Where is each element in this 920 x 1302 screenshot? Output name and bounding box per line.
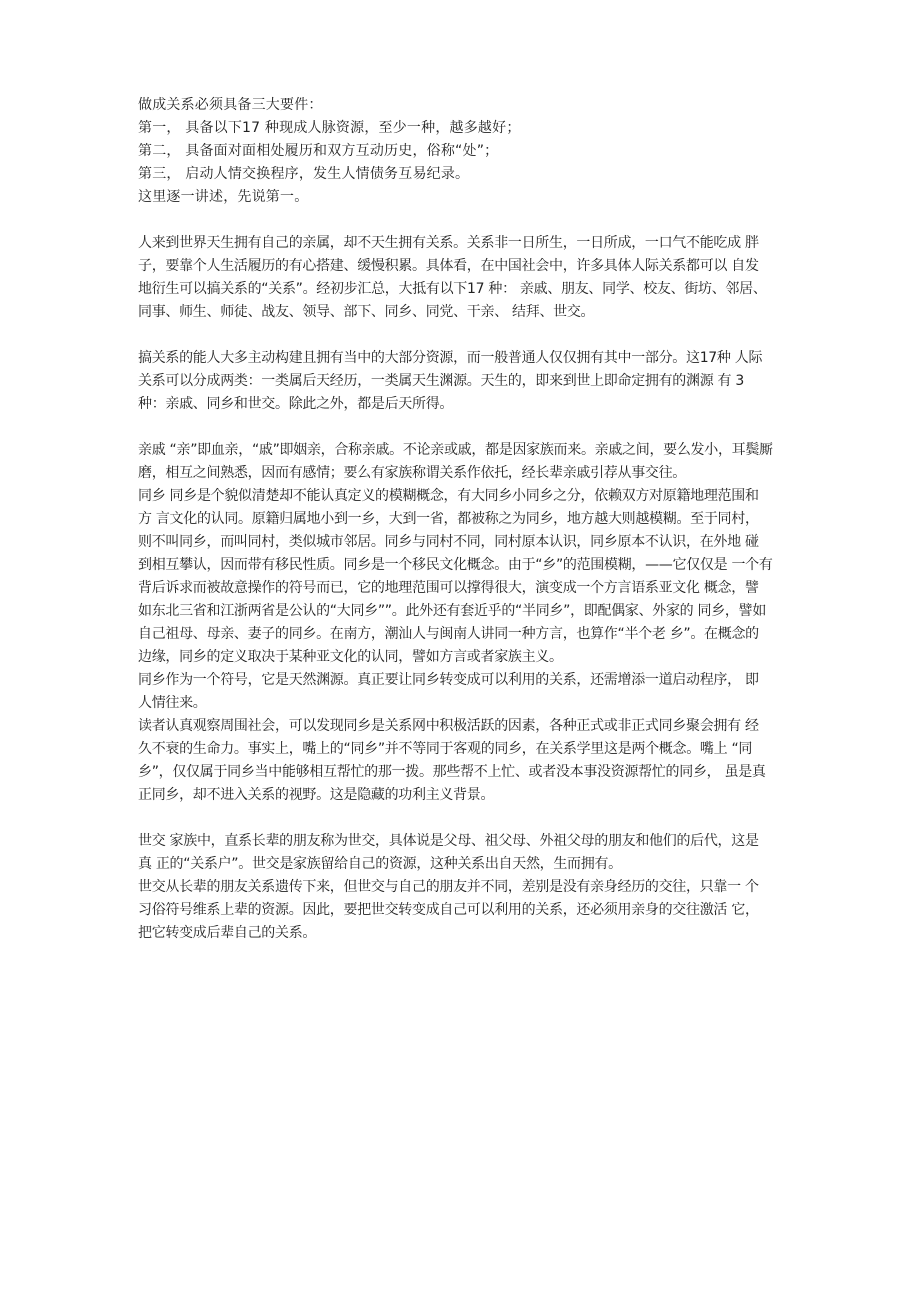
intro-heading: 做成关系必须具备三大要件： bbox=[138, 97, 323, 113]
intro-closing: 这里逐一讲述，先说第一。 bbox=[138, 189, 309, 205]
paragraph-line: 真 正的“关系户”。世交是家族留给自己的资源，这种关系出自天然，生而拥有。 bbox=[138, 856, 622, 872]
paragraph-gap bbox=[138, 209, 798, 232]
paragraph-line: 到相互攀认，因而带有移民性质。同乡是一个移民文化概念。由于“乡”的范围模糊，——它仅仅是 一个有 bbox=[138, 557, 773, 573]
paragraph-gap bbox=[138, 324, 798, 347]
paragraph-line: 子，要靠个人生活履历的有心搭建、缓慢积累。具体看，在中国社会中，许多具体人际关系都可以 自发 bbox=[138, 258, 759, 274]
paragraph-line: 背后诉求而被故意操作的符号而已，它的地理范围可以撑得很大，演变成一个方言语系亚文化 概念，譬 bbox=[138, 580, 759, 596]
paragraph-gap bbox=[138, 807, 798, 830]
paragraph-line: 亲戚 “亲”即血亲，“戚”即姻亲，合称亲戚。不论亲或戚，都是因家族而来。亲戚之间，要么发小，耳鬓厮 bbox=[138, 442, 773, 458]
requirement-2: 第二， 具备面对面相处履历和双方互动历史，俗称“处”； bbox=[138, 143, 499, 159]
paragraph-line: 读者认真观察周围社会，可以发现同乡是关系网中积极活跃的因素，各种正式或非正式同乡聚会拥有 经 bbox=[138, 718, 759, 734]
paragraph-line: 种：亲戚、同乡和世交。除此之外，都是后天所得。 bbox=[138, 396, 454, 412]
requirement-3: 第三， 启动人情交换程序，发生人情债务互易纪录。 bbox=[138, 166, 470, 182]
paragraph-line: 世交 家族中，直系长辈的朋友称为世交，具体说是父母、祖父母、外祖父母的朋友和他们的后代，这是 bbox=[138, 833, 759, 849]
paragraph-line: 同乡 同乡是个貌似清楚却不能认真定义的模糊概念，有大同乡小同乡之分，依赖双方对原籍地理范围和 bbox=[138, 488, 759, 504]
paragraph-gap bbox=[138, 416, 798, 439]
paragraph-line: 如东北三省和江浙两省是公认的“大同乡””。此外还有套近乎的“半同乡”，即配偶家、外家的 同乡，譬如 bbox=[138, 603, 767, 619]
paragraph-line: 习俗符号维系上辈的资源。因此，要把世交转变成自己可以利用的关系，还必须用亲身的交往激活 它， bbox=[138, 902, 759, 918]
paragraph-line: 边缘，同乡的定义取决于某种亚文化的认同，譬如方言或者家族主义。 bbox=[138, 649, 563, 665]
paragraph-line: 地衍生可以搞关系的“关系”。经初步汇总，大抵有以下17 种： 亲戚、朋友、同学、校友、街坊、邻居、 bbox=[138, 281, 767, 297]
paragraph-line: 久不衰的生命力。事实上，嘴上的“同乡”并不等同于客观的同乡，在关系学里这是两个概念。嘴上 “同 bbox=[138, 741, 753, 757]
paragraph-line: 方 言文化的认同。原籍归属地小到一乡，大到一省，都被称之为同乡，地方越大则越模糊。至于同村， bbox=[138, 511, 759, 527]
requirement-1: 第一， 具备以下17 种现成人脉资源，至少一种，越多越好； bbox=[138, 120, 521, 136]
paragraph-line: 关系可以分成两类：一类属后天经历，一类属天生渊源。天生的，即来到世上即命定拥有的渊源 有 3 bbox=[138, 373, 745, 389]
paragraph-line: 同事、师生、师徒、战友、领导、部下、同乡、同党、干亲、 结拜、世交。 bbox=[138, 304, 595, 320]
paragraph-line: 人情往来。 bbox=[138, 695, 207, 711]
paragraph-line: 自己祖母、母亲、妻子的同乡。在南方，潮汕人与闽南人讲同一种方言，也算作“半个老 乡”。在概念的 bbox=[138, 626, 759, 642]
paragraph-line: 搞关系的能人大多主动构建且拥有当中的大部分资源，而一般普通人仅仅拥有其中一部分。这17种 人际 bbox=[138, 350, 763, 366]
paragraph-line: 磨，相互之间熟悉，因而有感情；要么有家族称谓关系作依托，经长辈亲戚引荐从事交往。 bbox=[138, 465, 686, 481]
paragraph-line: 正同乡，却不进入关系的视野。这是隐藏的功利主义背景。 bbox=[138, 787, 495, 803]
paragraph-line: 乡”，仅仅属于同乡当中能够相互帮忙的那一拨。那些帮不上忙、或者没本事没资源帮忙的同乡， 虽是真 bbox=[138, 764, 766, 780]
paragraph-line: 人来到世界天生拥有自己的亲属，却不天生拥有关系。关系非一日所生，一日所成，一口气不能吃成 胖 bbox=[138, 235, 759, 251]
document-body bbox=[138, 94, 798, 945]
paragraph-line: 则不叫同乡，而叫同村，类似城市邻居。同乡与同村不同，同村原本认识，同乡原本不认识，在外地 碰 bbox=[138, 534, 759, 550]
paragraph-line: 同乡作为一个符号，它是天然渊源。真正要让同乡转变成可以利用的关系，还需增添一道启动程序， 即 bbox=[138, 672, 759, 688]
paragraph-line: 把它转变成后辈自己的关系。 bbox=[138, 925, 317, 941]
paragraph-line: 世交从长辈的朋友关系遗传下来，但世交与自己的朋友并不同，差别是没有亲身经历的交往，只靠一 个 bbox=[138, 879, 759, 895]
